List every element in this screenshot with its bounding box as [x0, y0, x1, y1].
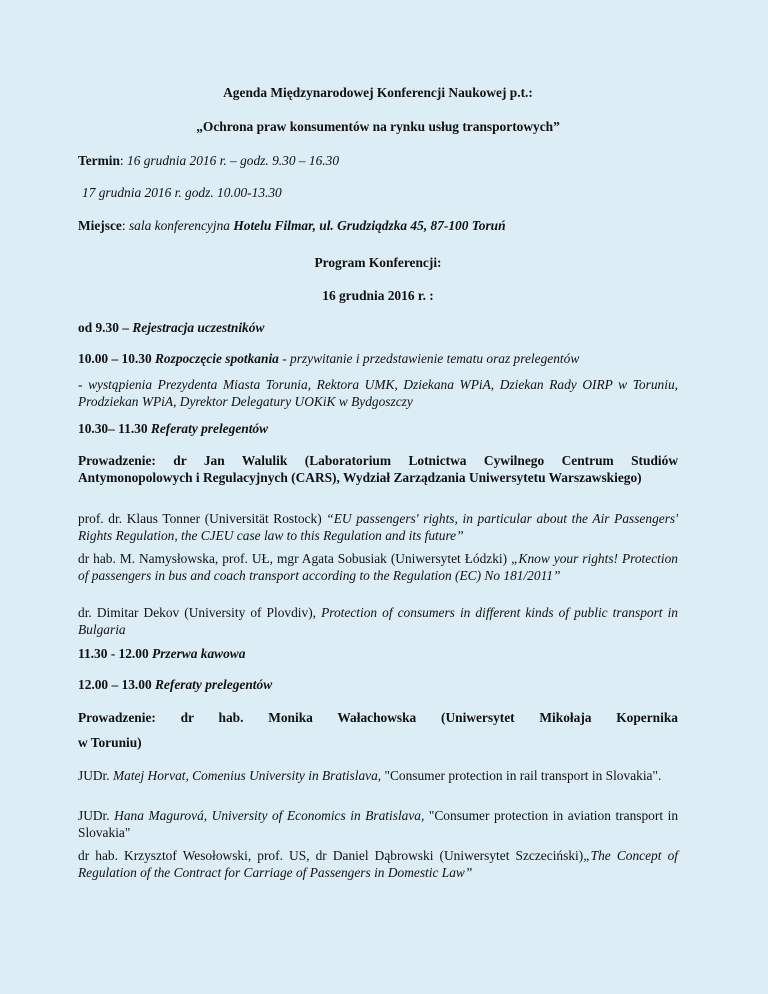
talk-namyslowska-speaker: dr hab. M. Namysłowska, prof. UŁ, mgr Agata Sobusiak (Uniwersytet Łódzki)	[78, 551, 512, 566]
session2-item	[78, 676, 678, 693]
moderator1: Prowadzenie: dr Jan Walulik (Laboratorium Lotnictwa Cywilnego Centrum Studiów Antymonopolowych i Regulacyjnych (CARS), Wydział Zarządzania Uniwersytetu Warszawskiego)	[78, 453, 678, 485]
talk-tonner	[78, 510, 678, 544]
talk-wesolowski-title: „The Concept of Regulation of the Contract for Carriage of Passengers in Domestic Law”	[78, 848, 678, 880]
talk-wesolowski-speaker: dr hab. Krzysztof Wesołowski, prof. US, dr Daniel Dąbrowski (Uniwersytet Szczeciński)	[78, 848, 584, 863]
talk-magurova-speaker: Hana Magurová, University of Economics in Bratislava,	[114, 808, 425, 823]
miejsce-sep: :	[121, 218, 129, 233]
talk-horvat-title: "Consumer protection in rail transport in Slovakia".	[381, 768, 662, 783]
talk-wesolowski	[78, 847, 678, 881]
talk-namyslowska	[78, 550, 678, 584]
program-heading: Program Konferencji:	[314, 255, 442, 270]
registration-title: Rejestracja uczestników	[132, 320, 265, 335]
talk-horvat-pre: JUDr.	[78, 768, 113, 783]
talk-dekov-speaker: dr. Dimitar Dekov (University of Plovdiv),	[78, 605, 322, 620]
termin-label: Termin	[78, 153, 120, 168]
termin-day2: 17 grudnia 2016 r. godz. 10.00-13.30	[82, 185, 282, 200]
talk-dekov-title: Protection of consumers in different kinds of public transport in Bulgaria	[78, 605, 678, 637]
talk-horvat	[78, 767, 678, 784]
session1-title: Referaty prelegentów	[150, 421, 269, 436]
opening-time: 10.00 – 10.30	[78, 351, 155, 366]
registration-item	[78, 319, 678, 336]
miejsce-prefix: sala konferencyjna	[128, 218, 234, 233]
miejsce-line	[78, 217, 678, 234]
session1-time: 10.30– 11.30	[78, 421, 151, 436]
talk-magurova-title: "Consumer protection in aviation transport in Slovakia"	[78, 808, 679, 840]
moderator2-line1: Prowadzenie: dr hab. Monika Wałachowska (Uniwersytet Mikołaja Kopernika	[78, 710, 678, 725]
talk-magurova-pre: JUDr.	[78, 808, 115, 823]
termin-day1	[78, 152, 678, 169]
session1-item	[78, 420, 678, 437]
opening-desc: - przywitanie i przedstawienie tematu oraz prelegentów	[278, 351, 580, 366]
break-item	[78, 645, 678, 662]
termin-sep: :	[119, 153, 127, 168]
break-title: Przerwa kawowa	[152, 646, 246, 661]
miejsce-venue: Hotelu Filmar, ul. Grudziądzka 45, 87-100 Toruń	[233, 218, 506, 233]
miejsce-label: Miejsce	[78, 218, 122, 233]
termin-day1-value: 16 grudnia 2016 r. – godz. 9.30 – 16.30	[127, 153, 340, 168]
opening-speeches: - wystąpienia Prezydenta Miasta Torunia, Rektora UMK, Dziekana WPiA, Dziekan Rady OIRP w Toruniu, Prodziekan WPiA, Dyrektor Delegatury UOKiK w Bydgoszczy	[78, 377, 678, 409]
opening-title: Rozpoczęcie spotkania	[155, 351, 279, 366]
talk-magurova	[78, 807, 678, 841]
agenda-title: Agenda Międzynarodowej Konferencji Naukowej p.t.:	[223, 85, 533, 100]
conference-subtitle: „Ochrona praw konsumentów na rynku usług transportowych”	[196, 119, 560, 134]
session2-time: 12.00 – 13.00	[78, 677, 155, 692]
talk-horvat-speaker: Matej Horvat, Comenius University in Bratislava,	[112, 768, 382, 783]
opening-item	[78, 350, 678, 367]
break-time: 11.30 - 12.00	[78, 646, 153, 661]
session2-title: Referaty prelegentów	[155, 677, 273, 692]
talk-dekov	[78, 604, 678, 638]
registration-time: od 9.30 –	[78, 320, 133, 335]
talk-tonner-title: “EU passengers' rights, in particular about the Air Passengers' Rights Regulation, the CJEU case law to this Regulation and its future”	[78, 511, 678, 543]
talk-namyslowska-title: „Know your rights! Protection of passengers in bus and coach transport according to the Regulation (EC) No 181/2011”	[78, 551, 679, 583]
talk-tonner-speaker: prof. dr. Klaus Tonner (Universität Rostock)	[78, 511, 327, 526]
moderator2-line2: w Toruniu)	[78, 735, 142, 750]
day-heading: 16 grudnia 2016 r. :	[322, 288, 434, 303]
